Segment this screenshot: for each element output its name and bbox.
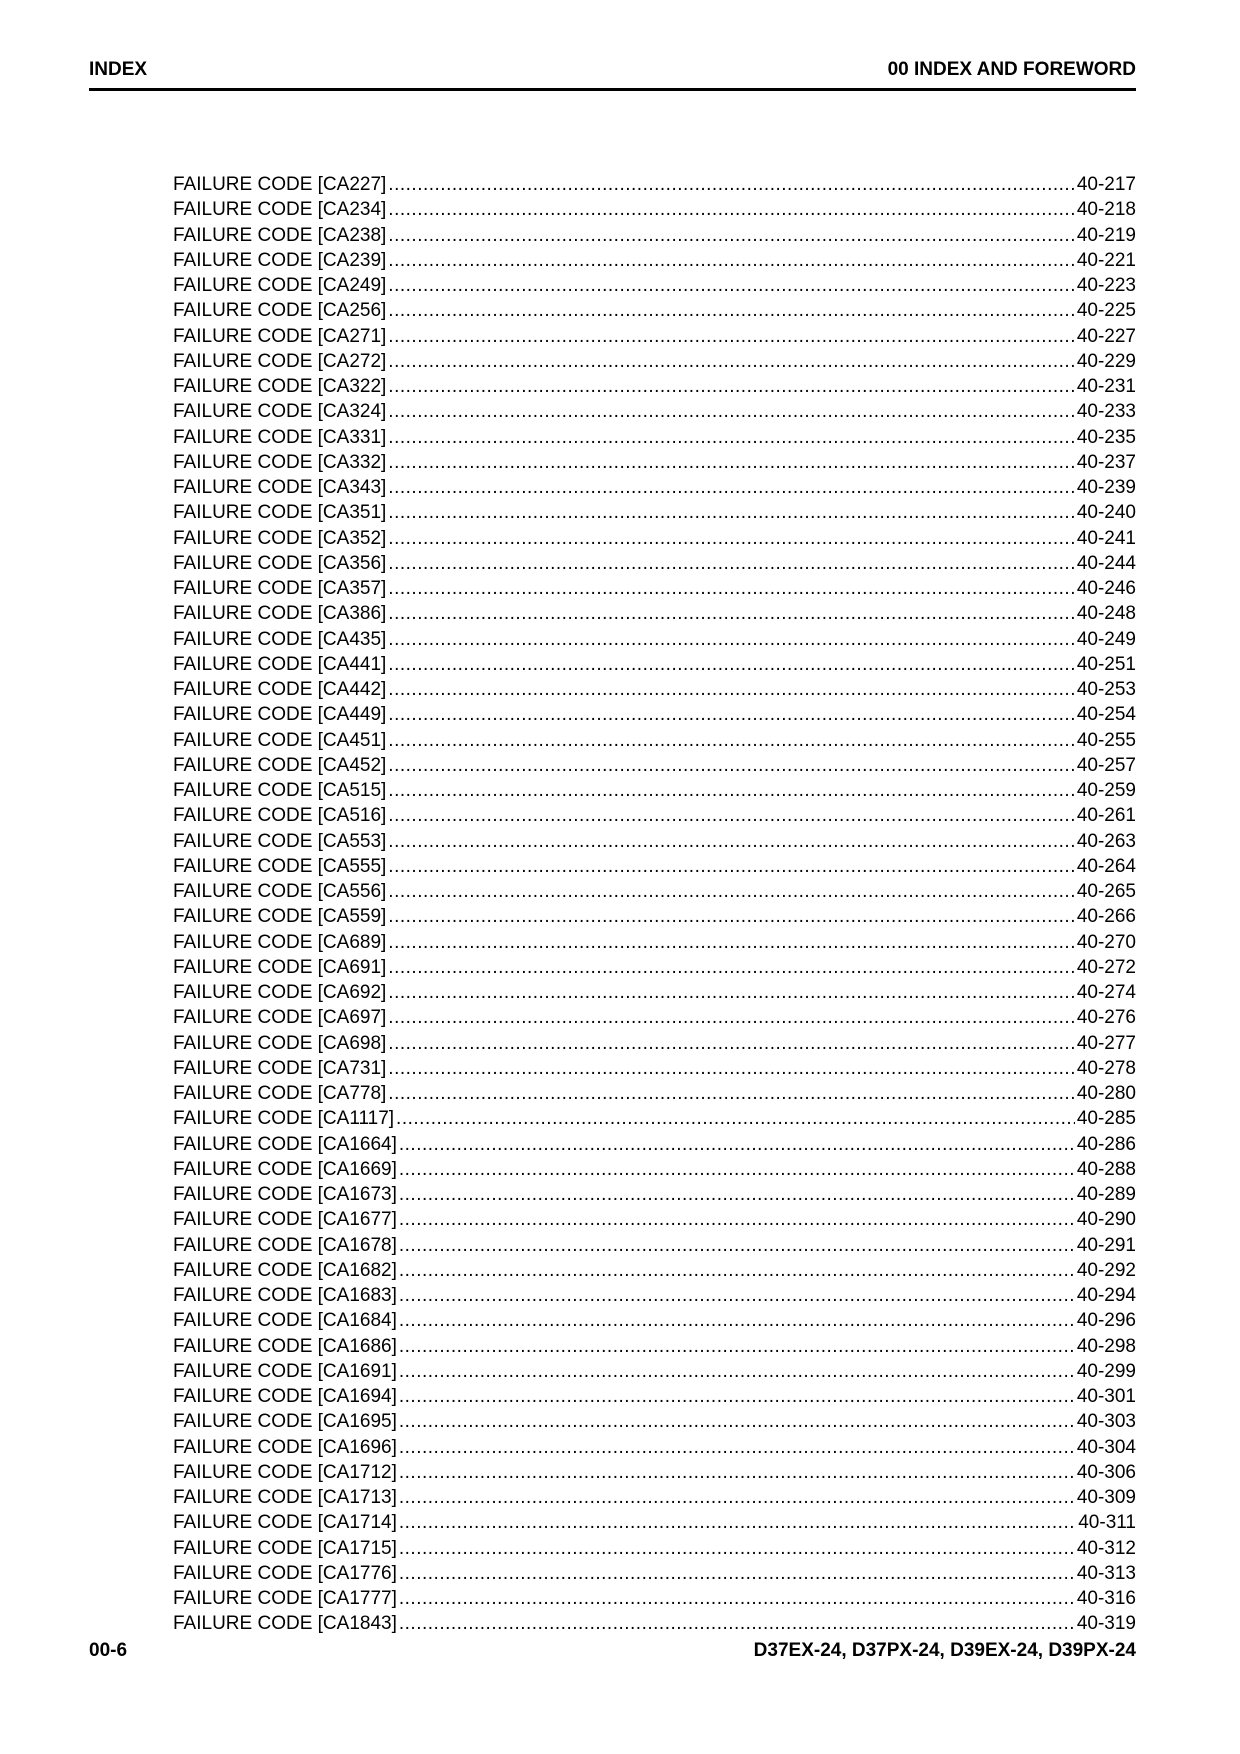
index-entry[interactable] (173, 1283, 1136, 1308)
dot-leader (388, 1081, 1075, 1106)
entry-page-ref: 40-294 (1076, 1285, 1136, 1306)
dot-leader (388, 551, 1075, 576)
dot-leader (388, 1005, 1075, 1030)
entry-label: FAILURE CODE [CA1843] (173, 1613, 397, 1635)
entry-page-ref: 40-311 (1078, 1512, 1136, 1534)
dot-leader (388, 1056, 1075, 1081)
entry-page-ref: 40-304 (1076, 1436, 1136, 1458)
index-entry[interactable] (173, 1081, 1136, 1106)
entry-page-ref: 40-266 (1076, 906, 1136, 928)
dot-leader (399, 1460, 1075, 1485)
dot-leader (399, 1384, 1075, 1409)
dot-leader (399, 1308, 1075, 1333)
chapter-title: 00 INDEX AND FOREWORD (887, 59, 1136, 80)
entry-page-ref: 40-241 (1076, 527, 1136, 549)
dot-leader (388, 273, 1075, 298)
index-entry[interactable] (173, 601, 1136, 626)
dot-leader (388, 324, 1075, 349)
index-entry[interactable] (173, 172, 1136, 197)
entry-label: FAILURE CODE [CA689] (173, 931, 387, 953)
dot-leader (388, 601, 1075, 626)
entry-label: FAILURE CODE [CA1776] (173, 1562, 397, 1584)
index-entry[interactable] (173, 1409, 1136, 1434)
index-entry[interactable] (173, 425, 1136, 450)
index-entry[interactable] (173, 1258, 1136, 1283)
entry-page-ref: 40-233 (1076, 401, 1136, 423)
entry-page-ref: 40-257 (1076, 754, 1136, 776)
entry-label: FAILURE CODE [CA1117] (173, 1108, 395, 1130)
dot-leader (388, 399, 1075, 424)
entry-page-ref: 40-291 (1076, 1234, 1136, 1256)
index-entry[interactable] (173, 1359, 1136, 1384)
index-entry[interactable] (173, 399, 1136, 424)
entry-label: FAILURE CODE [CA555] (173, 855, 387, 877)
dot-leader (399, 1611, 1075, 1636)
index-entry[interactable] (173, 677, 1136, 702)
index-entry[interactable] (173, 829, 1136, 854)
index-list (173, 172, 1136, 1637)
entry-page-ref: 40-261 (1076, 805, 1136, 827)
entry-page-ref: 40-301 (1076, 1386, 1136, 1407)
entry-page-ref: 40-227 (1076, 325, 1136, 347)
dot-leader (399, 1510, 1076, 1535)
dot-leader (388, 702, 1075, 727)
dot-leader (388, 980, 1075, 1005)
entry-page-ref: 40-303 (1076, 1411, 1136, 1433)
index-entry[interactable] (173, 475, 1136, 500)
header-divider (89, 88, 1136, 91)
dot-leader (388, 248, 1075, 273)
entry-label: FAILURE CODE [CA1713] (173, 1487, 397, 1508)
index-entry[interactable] (173, 273, 1136, 298)
entry-label: FAILURE CODE [CA1714] (173, 1512, 397, 1534)
index-entry[interactable] (173, 879, 1136, 904)
dot-leader (399, 1485, 1075, 1510)
dot-leader (399, 1207, 1075, 1232)
entry-page-ref: 40-240 (1076, 502, 1136, 524)
entry-label: FAILURE CODE [CA1712] (173, 1461, 397, 1483)
entry-page-ref: 40-296 (1076, 1310, 1136, 1332)
entry-label: FAILURE CODE [CA1777] (173, 1588, 397, 1609)
dot-leader (388, 627, 1075, 652)
entry-page-ref: 40-270 (1076, 931, 1136, 953)
index-entry[interactable] (173, 1106, 1136, 1131)
entry-page-ref: 40-292 (1076, 1259, 1136, 1281)
entry-label: FAILURE CODE [CA1691] (173, 1360, 397, 1382)
index-entry[interactable] (173, 904, 1136, 929)
entry-label: FAILURE CODE [CA691] (173, 956, 387, 978)
entry-label: FAILURE CODE [CA272] (173, 350, 387, 372)
index-entry[interactable] (173, 1132, 1136, 1157)
entry-label: FAILURE CODE [CA238] (173, 224, 387, 246)
entry-label: FAILURE CODE [CA452] (173, 754, 387, 776)
entry-label: FAILURE CODE [CA731] (173, 1057, 387, 1079)
entry-label: FAILURE CODE [CA1669] (173, 1158, 397, 1180)
dot-leader (399, 1359, 1075, 1384)
entry-page-ref: 40-299 (1076, 1360, 1136, 1382)
dot-leader (388, 778, 1075, 803)
index-entry[interactable] (173, 1611, 1136, 1636)
entry-page-ref: 40-306 (1076, 1461, 1136, 1483)
index-entry[interactable] (173, 753, 1136, 778)
index-entry[interactable] (173, 1056, 1136, 1081)
index-entry[interactable] (173, 1536, 1136, 1561)
entry-label: FAILURE CODE [CA324] (173, 401, 387, 423)
entry-page-ref: 40-264 (1076, 855, 1136, 877)
dot-leader (388, 374, 1075, 399)
index-entry[interactable] (173, 197, 1136, 222)
entry-page-ref: 40-319 (1076, 1613, 1136, 1635)
entry-page-ref: 40-235 (1076, 426, 1136, 448)
index-entry[interactable] (173, 1005, 1136, 1030)
dot-leader (399, 1258, 1075, 1283)
page-header (89, 56, 1136, 84)
dot-leader (399, 1334, 1075, 1359)
entry-label: FAILURE CODE [CA1678] (173, 1234, 397, 1256)
entry-page-ref: 40-237 (1076, 451, 1136, 473)
entry-label: FAILURE CODE [CA234] (173, 199, 387, 221)
index-entry[interactable] (173, 854, 1136, 879)
dot-leader (388, 677, 1075, 702)
entry-page-ref: 40-285 (1076, 1108, 1136, 1130)
entry-label: FAILURE CODE [CA351] (173, 502, 387, 524)
dot-leader (399, 1435, 1075, 1460)
dot-leader (388, 728, 1075, 753)
entry-label: FAILURE CODE [CA331] (173, 426, 387, 448)
entry-page-ref: 40-316 (1076, 1588, 1136, 1609)
index-entry[interactable] (173, 930, 1136, 955)
entry-page-ref: 40-246 (1076, 578, 1136, 599)
entry-label: FAILURE CODE [CA451] (173, 729, 387, 751)
index-entry[interactable] (173, 450, 1136, 475)
dot-leader (399, 1182, 1075, 1207)
index-entry[interactable] (173, 1308, 1136, 1333)
entry-page-ref: 40-248 (1076, 603, 1136, 625)
entry-page-ref: 40-221 (1076, 249, 1136, 271)
entry-page-ref: 40-253 (1076, 679, 1136, 700)
entry-page-ref: 40-263 (1076, 830, 1136, 852)
index-entry[interactable] (173, 298, 1136, 323)
entry-page-ref: 40-255 (1076, 729, 1136, 751)
dot-leader (388, 475, 1075, 500)
entry-page-ref: 40-274 (1076, 982, 1136, 1003)
page-footer (89, 1637, 1136, 1665)
dot-leader (388, 500, 1075, 525)
entry-page-ref: 40-219 (1076, 224, 1136, 246)
dot-leader (399, 1586, 1075, 1611)
entry-page-ref: 40-251 (1076, 653, 1136, 675)
dot-leader (388, 904, 1075, 929)
dot-leader (399, 1233, 1075, 1258)
entry-label: FAILURE CODE [CA352] (173, 527, 387, 549)
dot-leader (388, 955, 1075, 980)
entry-label: FAILURE CODE [CA697] (173, 1007, 387, 1029)
entry-page-ref: 40-309 (1076, 1487, 1136, 1508)
dot-leader (388, 652, 1075, 677)
entry-label: FAILURE CODE [CA322] (173, 376, 387, 397)
dot-leader (399, 1409, 1075, 1434)
index-entry[interactable] (173, 627, 1136, 652)
entry-page-ref: 40-225 (1076, 300, 1136, 322)
entry-page-ref: 40-288 (1076, 1158, 1136, 1180)
entry-page-ref: 40-244 (1076, 552, 1136, 574)
entry-label: FAILURE CODE [CA386] (173, 603, 387, 625)
entry-page-ref: 40-280 (1076, 1083, 1136, 1104)
dot-leader (388, 349, 1075, 374)
entry-label: FAILURE CODE [CA515] (173, 780, 387, 801)
index-entry[interactable] (173, 1157, 1136, 1182)
index-entry[interactable] (173, 652, 1136, 677)
dot-leader (388, 223, 1075, 248)
entry-page-ref: 40-265 (1076, 881, 1136, 902)
entry-label: FAILURE CODE [CA1673] (173, 1184, 397, 1205)
entry-label: FAILURE CODE [CA516] (173, 805, 387, 827)
dot-leader (388, 450, 1075, 475)
entry-page-ref: 40-278 (1076, 1057, 1136, 1079)
entry-label: FAILURE CODE [CA357] (173, 578, 387, 599)
entry-label: FAILURE CODE [CA553] (173, 830, 387, 852)
index-entry[interactable] (173, 1586, 1136, 1611)
index-entry[interactable] (173, 526, 1136, 551)
index-entry[interactable] (173, 1334, 1136, 1359)
entry-page-ref: 40-229 (1076, 350, 1136, 372)
index-entry[interactable] (173, 1460, 1136, 1485)
entry-page-ref: 40-276 (1076, 1007, 1136, 1029)
dot-leader (388, 298, 1075, 323)
entry-page-ref: 40-298 (1076, 1335, 1136, 1357)
entry-label: FAILURE CODE [CA435] (173, 628, 387, 650)
dot-leader (399, 1536, 1075, 1561)
index-entry[interactable] (173, 1561, 1136, 1586)
entry-label: FAILURE CODE [CA1684] (173, 1310, 397, 1332)
entry-label: FAILURE CODE [CA227] (173, 174, 387, 195)
entry-page-ref: 40-272 (1076, 956, 1136, 978)
index-entry[interactable] (173, 1384, 1136, 1409)
dot-leader (388, 829, 1075, 854)
dot-leader (388, 879, 1075, 904)
index-entry[interactable] (173, 374, 1136, 399)
entry-label: FAILURE CODE [CA449] (173, 704, 387, 726)
entry-label: FAILURE CODE [CA343] (173, 477, 387, 498)
entry-label: FAILURE CODE [CA1677] (173, 1209, 397, 1231)
index-entry[interactable] (173, 349, 1136, 374)
entry-label: FAILURE CODE [CA239] (173, 249, 387, 271)
section-title: INDEX (89, 59, 148, 80)
entry-label: FAILURE CODE [CA1664] (173, 1133, 397, 1155)
entry-page-ref: 40-313 (1076, 1562, 1136, 1584)
index-entry[interactable] (173, 728, 1136, 753)
index-entry[interactable] (173, 576, 1136, 601)
page-number: 00-6 (89, 1640, 128, 1661)
index-entry[interactable] (173, 1233, 1136, 1258)
dot-leader (388, 753, 1075, 778)
dot-leader (399, 1157, 1075, 1182)
entry-label: FAILURE CODE [CA1696] (173, 1436, 397, 1458)
index-entry[interactable] (173, 551, 1136, 576)
dot-leader (388, 930, 1075, 955)
entry-label: FAILURE CODE [CA1683] (173, 1285, 397, 1306)
dot-leader (399, 1132, 1075, 1157)
entry-page-ref: 40-231 (1076, 376, 1136, 397)
index-entry[interactable] (173, 1510, 1136, 1535)
entry-label: FAILURE CODE [CA442] (173, 679, 387, 700)
entry-label: FAILURE CODE [CA698] (173, 1032, 387, 1054)
index-entry[interactable] (173, 248, 1136, 273)
entry-label: FAILURE CODE [CA692] (173, 982, 387, 1003)
index-entry[interactable] (173, 500, 1136, 525)
dot-leader (388, 172, 1075, 197)
index-entry[interactable] (173, 1435, 1136, 1460)
entry-page-ref: 40-259 (1076, 780, 1136, 801)
entry-label: FAILURE CODE [CA1682] (173, 1259, 397, 1281)
entry-page-ref: 40-223 (1076, 275, 1136, 296)
entry-label: FAILURE CODE [CA556] (173, 881, 387, 902)
entry-page-ref: 40-277 (1076, 1032, 1136, 1054)
entry-label: FAILURE CODE [CA778] (173, 1083, 387, 1104)
entry-page-ref: 40-218 (1076, 199, 1136, 221)
index-entry[interactable] (173, 980, 1136, 1005)
entry-page-ref: 40-290 (1076, 1209, 1136, 1231)
entry-page-ref: 40-249 (1076, 628, 1136, 650)
entry-page-ref: 40-254 (1076, 704, 1136, 726)
dot-leader (388, 854, 1075, 879)
entry-page-ref: 40-289 (1076, 1184, 1136, 1205)
dot-leader (399, 1561, 1075, 1586)
entry-label: FAILURE CODE [CA256] (173, 300, 387, 322)
model-list: D37EX-24, D37PX-24, D39EX-24, D39PX-24 (753, 1640, 1136, 1661)
entry-label: FAILURE CODE [CA441] (173, 653, 387, 675)
entry-page-ref: 40-217 (1076, 174, 1136, 195)
entry-page-ref: 40-312 (1076, 1537, 1136, 1559)
entry-page-ref: 40-286 (1076, 1133, 1136, 1155)
index-entry[interactable] (173, 803, 1136, 828)
entry-label: FAILURE CODE [CA1715] (173, 1537, 397, 1559)
entry-label: FAILURE CODE [CA249] (173, 275, 387, 296)
index-entry[interactable] (173, 324, 1136, 349)
dot-leader (396, 1106, 1075, 1131)
entry-label: FAILURE CODE [CA1694] (173, 1386, 397, 1407)
dot-leader (388, 197, 1075, 222)
entry-label: FAILURE CODE [CA1695] (173, 1411, 397, 1433)
entry-page-ref: 40-239 (1076, 477, 1136, 498)
index-entry[interactable] (173, 1182, 1136, 1207)
entry-label: FAILURE CODE [CA271] (173, 325, 387, 347)
entry-label: FAILURE CODE [CA1686] (173, 1335, 397, 1357)
index-entry[interactable] (173, 778, 1136, 803)
entry-label: FAILURE CODE [CA559] (173, 906, 387, 928)
index-entry[interactable] (173, 1031, 1136, 1056)
entry-label: FAILURE CODE [CA356] (173, 552, 387, 574)
dot-leader (388, 526, 1075, 551)
dot-leader (388, 425, 1075, 450)
dot-leader (388, 803, 1075, 828)
dot-leader (388, 576, 1075, 601)
index-entry[interactable] (173, 1485, 1136, 1510)
index-entry[interactable] (173, 223, 1136, 248)
dot-leader (388, 1031, 1075, 1056)
index-entry[interactable] (173, 702, 1136, 727)
index-entry[interactable] (173, 955, 1136, 980)
index-entry[interactable] (173, 1207, 1136, 1232)
entry-label: FAILURE CODE [CA332] (173, 451, 387, 473)
dot-leader (399, 1283, 1075, 1308)
